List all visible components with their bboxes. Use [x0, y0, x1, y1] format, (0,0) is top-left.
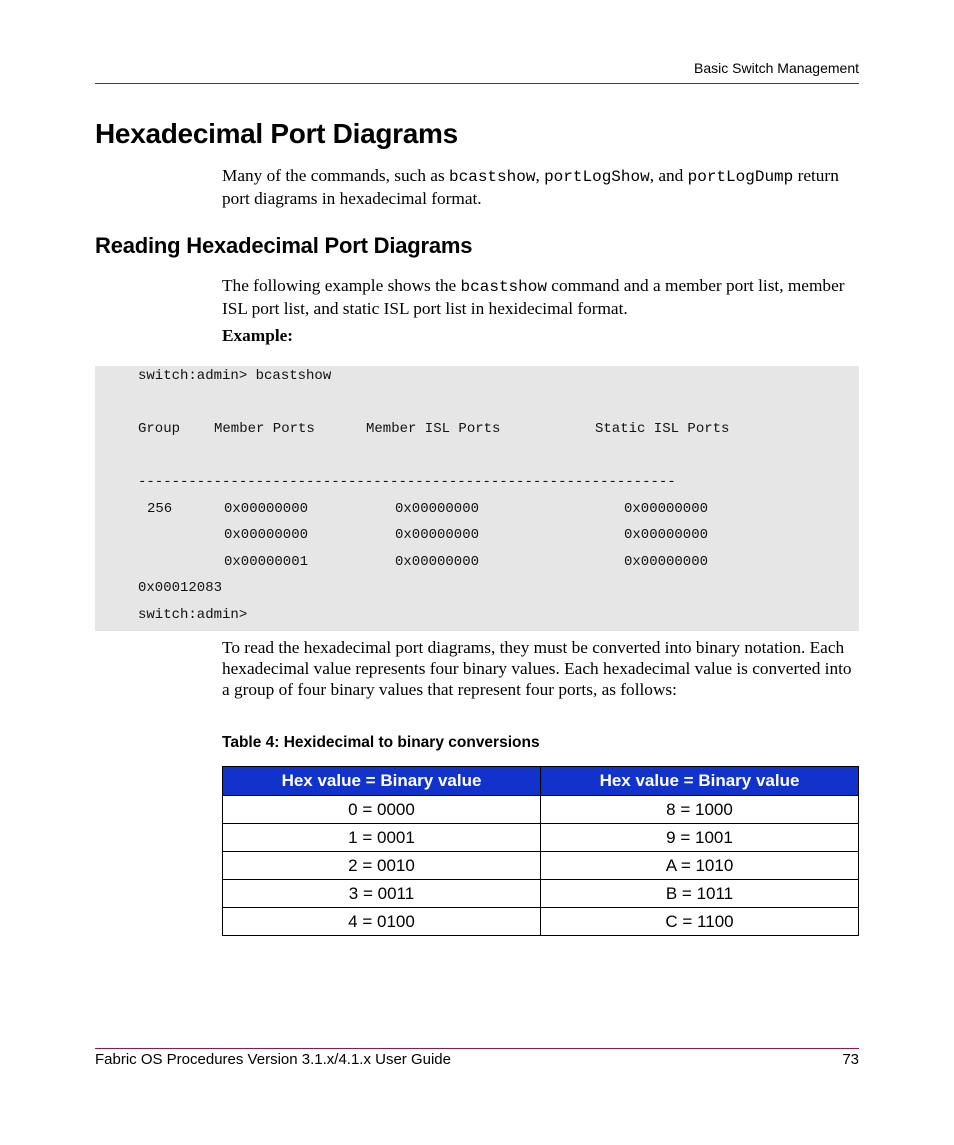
command-bcastshow-inline: bcastshow: [460, 278, 547, 296]
code-separator: ----------------------------------------------------------------: [138, 474, 676, 490]
table-header-cell: Hex value = Binary value: [223, 767, 541, 796]
code-member-isl-value: 0x00000000: [395, 527, 480, 543]
table-header-row: [223, 767, 859, 796]
table-row: [223, 880, 859, 908]
code-command-line: switch:admin> bcastshow: [138, 368, 332, 384]
table-row: [223, 852, 859, 880]
intro-text-1: Many of the commands, such as: [222, 166, 450, 185]
table-cell: 9 = 1001: [541, 824, 859, 852]
table-cell: A = 1010: [541, 852, 859, 880]
code-example-block: [95, 366, 859, 631]
table-cell: 3 = 0011: [223, 880, 541, 908]
code-member-isl-value: 0x00000000: [395, 501, 480, 517]
table-cell: 8 = 1000: [541, 796, 859, 824]
table-cell: 1 = 0001: [223, 824, 541, 852]
header-rule: [95, 83, 859, 84]
table-cell: B = 1011: [541, 880, 859, 908]
footer-document-title: Fabric OS Procedures Version 3.1.x/4.1.x User Guide: [95, 1051, 451, 1068]
code-header-member-isl-ports: Member ISL Ports: [366, 421, 501, 437]
command-bcastshow: bcastshow: [449, 168, 536, 186]
code-static-isl-value: 0x00000000: [624, 554, 709, 570]
intro-text-3: , and: [649, 166, 688, 185]
code-member-port-value: 0x00000001: [224, 554, 309, 570]
footer-rule: [95, 1048, 859, 1049]
code-static-isl-value: 0x00000000: [624, 501, 709, 517]
table-cell: C = 1100: [541, 908, 859, 936]
example-description: [222, 275, 862, 319]
table-cell: 2 = 0010: [223, 852, 541, 880]
section-heading: Reading Hexadecimal Port Diagrams: [95, 233, 473, 258]
table-caption: Table 4: Hexidecimal to binary conversions: [222, 734, 540, 751]
code-header-member-ports: Member Ports: [214, 421, 315, 437]
running-header: Basic Switch Management: [694, 60, 859, 76]
table-cell: 0 = 0000: [223, 796, 541, 824]
example-text-2: command and a member port list, member ISL port list, and static ISL port list in hexidecimal format.: [222, 276, 845, 318]
code-member-port-value: 0x00000000: [224, 501, 309, 517]
table-header-cell: Hex value = Binary value: [541, 767, 859, 796]
table-row: [223, 908, 859, 936]
table-row: [223, 824, 859, 852]
table-row: [223, 796, 859, 824]
intro-paragraph: [222, 165, 862, 209]
example-label: Example:: [222, 326, 294, 345]
code-member-port-value: 0x00000000: [224, 527, 309, 543]
example-text-1: The following example shows the: [222, 276, 461, 295]
conversion-paragraph: To read the hexadecimal port diagrams, they must be converted into binary notation. Each hexadecimal value represents four binary values. Each hexadecimal value is converted into a group of four binary values that represent four ports, as follows:: [222, 638, 852, 699]
intro-text-4: return port diagrams in hexadecimal format.: [222, 166, 839, 208]
code-trailing-value: 0x00012083: [138, 580, 223, 596]
code-header-group: Group: [138, 421, 181, 437]
hex-binary-table: [222, 766, 859, 936]
code-member-isl-value: 0x00000000: [395, 554, 480, 570]
code-prompt: switch:admin>: [138, 607, 248, 623]
intro-text-2: ,: [535, 166, 545, 185]
code-static-isl-value: 0x00000000: [624, 527, 709, 543]
table-cell: 4 = 0100: [223, 908, 541, 936]
command-portlogshow: portLogShow: [544, 168, 650, 186]
command-portlogdump: portLogDump: [687, 168, 794, 186]
code-group-id: 256: [147, 501, 173, 517]
code-header-static-isl-ports: Static ISL Ports: [595, 421, 730, 437]
page-title: Hexadecimal Port Diagrams: [95, 118, 458, 149]
page-number: 73: [842, 1051, 859, 1068]
